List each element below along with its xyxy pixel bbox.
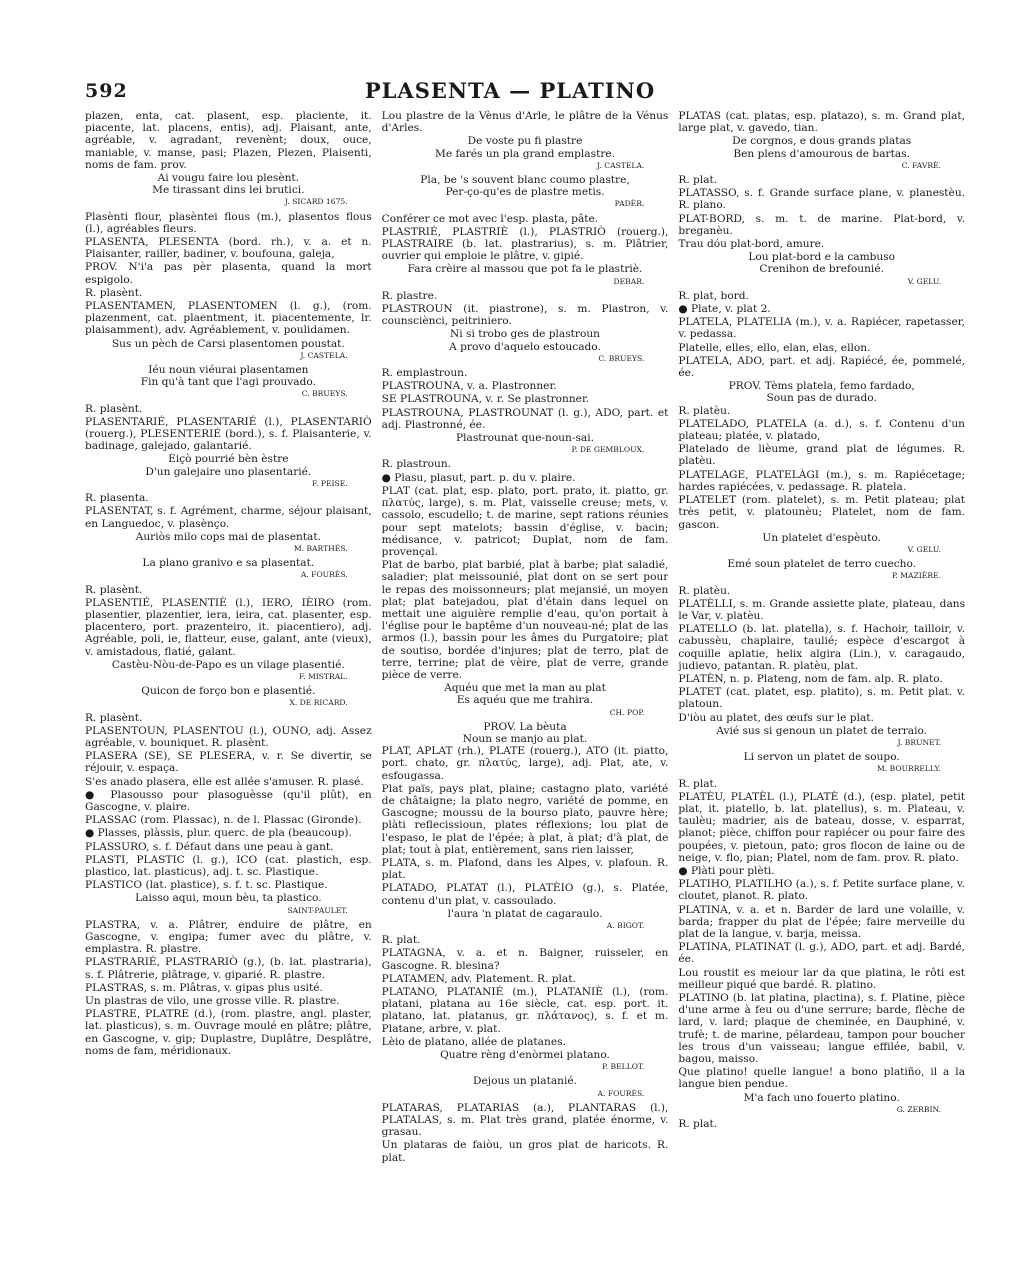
entry-paragraph: Trau dóu plat-bord, amure.: [678, 238, 825, 251]
entry-paragraph: PLATELET (rom. platelet), s. m. Petit plateau; plat très petit, v. platounèu; Platelet, nom de fam. gascon.: [678, 494, 966, 531]
quotation-source: A. FOURÈS.: [300, 570, 348, 580]
quotation-line: Quicon de forço bon e plasentié.: [141, 685, 316, 698]
quotation-source: P. DE GEMBLOUX.: [571, 445, 645, 455]
quotation-line: La plano granivo e sa plasentat.: [142, 557, 315, 570]
quotation-source: X. DE RICARD.: [289, 698, 348, 708]
entry-paragraph: R. plat.: [381, 934, 421, 947]
entry-paragraph: PLATAGNA, v. a. et n. Baigner, ruisseler, en Gascogne. R. blesina?: [381, 947, 669, 972]
quotation-line: De voste pu fi plastre: [467, 135, 583, 148]
entry-paragraph: PLASTROUNA, PLASTROUNAT (l. g.), ADO, part. et adj. Plastronné, ée.: [381, 406, 669, 431]
column-left: [85, 110, 372, 1190]
quotation-line: A provo d'aquelo estoucado.: [449, 340, 601, 353]
column-middle: [382, 110, 669, 1190]
quotation-line: Crenihon de brefounié.: [759, 263, 884, 276]
entry-paragraph: PLASTRAS, s. m. Plâtras, v. gipas plus usité.: [85, 981, 323, 994]
quotation-source: M. BOURRELLY.: [877, 764, 942, 774]
quotation-line: Emé soun platelet de terro cuecho.: [727, 558, 917, 571]
page-number: 592: [85, 80, 128, 102]
quotation-source: V. GELU.: [907, 276, 942, 286]
quotation-source: SAINT-PAULET.: [287, 905, 348, 915]
entry-paragraph: R. plastre.: [381, 289, 438, 302]
entry-paragraph: PLATAMEN, adv. Platement. R. plat.: [381, 972, 576, 985]
quotation-line: Avié sus si genoun un platet de terraio.: [716, 724, 928, 737]
quotation-line: Soun pas de durado.: [766, 392, 877, 405]
quotation-line: Me farés un pla grand emplastre.: [434, 147, 616, 160]
entry-paragraph: PLATANO, PLATANIÉ (m.), PLATANIÈ (l.), (rom. platani, platana au 16e siècle, cat. esp. port. it. platano, lat. platanus, gr. πλάτανος), s. f. et m. Platane, arbre, v. plat.: [381, 986, 669, 1035]
quotation-line: Auriòs milo cops mai de plasentat.: [135, 530, 321, 543]
quotation-line: Quatre rèng d'enòrmei platano.: [440, 1049, 610, 1062]
quotation-line: Fara crèire al massou que pot fa le plastriè.: [407, 263, 643, 276]
entry-paragraph: Lou plastre de la Vènus d'Arle, le plâtre de la Vénus d'Arles.: [381, 110, 669, 135]
quotation-line: Dejous un platanié.: [473, 1075, 577, 1088]
entry-paragraph: PLATINO (b. lat platina, plactina), s. f. Platine, pièce d'une arme à feu ou d'une serrure; barde, flèche de lard, v. lard; plaque de cheminée, en Dauphiné, v. trufè; t. de marine, pélardeau, tampon pour boucher les trous d'un vaisseau; langue effilée, babil, v. bagou, maisso.: [678, 992, 966, 1066]
entry-paragraph: R. plat.: [678, 174, 718, 187]
entry-paragraph: R. platèu.: [678, 404, 731, 417]
quotation-line: Sus un pèch de Carsi plasentomen poustat.: [111, 337, 345, 350]
entry-paragraph: PLATELAGE, PLATELÀGI (m.), s. m. Rapiécetage; hardes rapiécées, v. pedassage. R. platela.: [678, 468, 966, 493]
entry-paragraph: PLATELA, ADO, part. et adj. Rapiécé, ée, pommelé, ée.: [678, 354, 966, 380]
entry-paragraph: S'es anado plasera, elle est allée s'amuser. R. plasé.: [85, 775, 364, 788]
entry-paragraph: PLASTI, PLASTIC (l. g.), ICO (cat. plastich, esp. plastico, lat. plasticus), adj. t. sc. Plastique.: [85, 853, 372, 878]
quotation-source: M. BARTHÉS.: [293, 543, 348, 553]
entry-paragraph: PLATASSO, s. f. Grande surface plane, v. planestèu. R. plano.: [678, 187, 966, 212]
column-right: [678, 110, 965, 1190]
quotation-line: Fin qu'à tant que l'agi prouvado.: [140, 376, 316, 389]
entry-paragraph: PLAT-BORD, s. m. t. de marine. Plat-bord, v. breganèu.: [678, 212, 966, 237]
entry-paragraph: PLATÈLLI, s. m. Grande assiette plate, plateau, dans le Var, v. platèu.: [678, 597, 966, 622]
entry-paragraph: Lèio de platano, allée de platanes.: [381, 1035, 566, 1048]
entry-paragraph: PLASTRARIÉ, PLASTRARIÒ (g.), (b. lat. plastraria), s. f. Plâtrerie, plâtrage, v. giparié. R. plastre.: [85, 956, 372, 981]
quotation-line: Plastrounat que-noun-sai.: [456, 432, 594, 445]
quotation-line: Per-ço-qu'es de plastre metis.: [445, 186, 605, 199]
entry-paragraph: ● Plasousso pour plasoguèsse (qu'il plût), en Gascogne, v. plaire.: [85, 788, 372, 813]
quotation-source: P. BELLOT.: [602, 1062, 645, 1072]
entry-paragraph: PLASERA (SE), SE PLESERA, v. r. Se divertir, se réjouir, v. espaça.: [85, 750, 372, 775]
entry-paragraph: R. emplastroun.: [381, 367, 468, 380]
entry-paragraph: R. plasènt.: [85, 402, 143, 415]
entry-paragraph: PLASTICO (lat. plastice), s. f. t. sc. Plastique.: [85, 879, 328, 892]
quotation-source: J. CASTELA.: [300, 350, 348, 360]
entry-paragraph: Conférer ce mot avec l'esp. plasta, pâte.: [381, 212, 599, 225]
entry-paragraph: PLASENTARIÉ, PLASENTARIÉ (l.), PLASENTARIÒ (rouerg.), PLESENTERIÉ (bord.), s. f. Plaisanterie, v. badinage, galejado, galantarié.: [85, 415, 372, 453]
quotation-source: C. BRUEYS.: [598, 353, 645, 363]
quotation-source: F. PEISE.: [311, 478, 348, 488]
entry-paragraph: Un plastras de vilo, une grosse ville. R. plastre.: [85, 995, 340, 1008]
entry-paragraph: ● Plasu, plasut, part. p. du v. plaire.: [381, 471, 576, 484]
entry-paragraph: R. plasènt.: [85, 286, 143, 299]
quotation-line: Lou plat-bord e la cambuso: [748, 251, 896, 264]
entry-paragraph: PLATÈN, n. p. Plateng, nom de fam. alp. R. plato.: [678, 672, 943, 685]
entry-paragraph: Platelle, elles, ello, elan, elas, ellon.: [678, 341, 871, 354]
quotation-source: PADÈR.: [614, 199, 645, 209]
quotation-line: Li servon un platet de soupo.: [743, 751, 900, 764]
quotation-line: Pla, be 's souvent blanc coumo plastre,: [420, 174, 630, 187]
entry-paragraph: PLATELA, PLATELIA (m.), v. a. Rapiécer, rapetasser, v. pedassa.: [678, 316, 966, 341]
entry-paragraph: R. plasènt.: [85, 711, 143, 724]
entry-paragraph: Plat de barbo, plat barbié, plat à barbe; plat saladié, saladier; plat meissounié, plat dont on se sert pour le repas des moissonneurs; plat mejansié, un moyen plat; plat batejadou, plat d'étain dans lequel on mettait une aiguière remplie d'eau, qu'on portait à l'église pour le baptême d'un nouveau-né; plat de las armos (l.), bassin pour les âmes du Purgatoire; plat de soutiso, bordée d'injures; plat de terro, plat de terre, terrine; plat de vèire, plat de verre, grande pièce de verre.: [381, 559, 669, 681]
quotation-line: Es aquéu que me trahira.: [456, 694, 594, 707]
entry-paragraph: PLATET (cat. platet, esp. platito), s. m. Petit plat. v. platoun.: [678, 686, 966, 711]
entry-paragraph: PLATINA, v. a. et n. Barder de lard une volaille, v. barda; frapper du plat de l'épée; faire merveille du plat de la langue, v. barja, meissa.: [678, 903, 966, 940]
quotation-source: J. SICARD 1675.: [284, 197, 348, 207]
quotation-source: C. FAVRÈ.: [901, 160, 942, 170]
quotation-source: F. MISTRAL.: [299, 671, 348, 681]
entry-paragraph: Platelado de lièume, grand plat de légumes. R. platèu.: [678, 443, 966, 468]
quotation-source: A. BIGOT.: [606, 921, 645, 930]
entry-paragraph: R. plat, bord.: [678, 289, 749, 302]
entry-paragraph: PLATINA, PLATINAT (l. g.), ADO, part. et adj. Bardé, ée.: [678, 941, 966, 966]
text-columns: [85, 110, 965, 1190]
quotation-source: A. FOURÈS.: [597, 1088, 645, 1098]
quotation-source: P. MAZIÈRE.: [891, 571, 942, 581]
quotation-line: Noun se manjo au plat.: [462, 732, 588, 745]
entry-paragraph: R. plat.: [678, 1118, 718, 1131]
quotation-source: G. ZERBIN.: [896, 1104, 942, 1114]
quotation-line: Ai vougu faire lou plesènt.: [157, 172, 300, 185]
entry-paragraph: R. plat.: [678, 777, 718, 790]
quotation-line: Me tirassant dins lei brutici.: [152, 184, 305, 197]
entry-paragraph: R. platèu.: [678, 584, 731, 597]
quotation-line: Un platelet d'espèuto.: [762, 531, 881, 544]
entry-paragraph: PLASSURO, s. f. Défaut dans une peau à gant.: [85, 840, 334, 853]
quotation-source: V. GELU.: [907, 544, 942, 554]
quotation-source: J. BRUNET.: [897, 737, 942, 747]
entry-paragraph: SE PLASTROUNA, v. r. Se plastronner.: [381, 393, 590, 406]
entry-paragraph: D'iòu au platet, des œufs sur le plat.: [678, 711, 874, 724]
entry-paragraph: R. plasenta.: [85, 492, 149, 505]
quotation-line: Eiçò pourrié bèn èstre: [168, 453, 289, 466]
entry-paragraph: PLASTRA, v. a. Plâtrer, enduire de plâtre, en Gascogne, v. engipa; fumer avec du plâtre, v. emplastra. R. plastre.: [85, 918, 372, 956]
entry-paragraph: PLATÈU, PLATÈL (l.), PLATÈ (d.), (esp. platel, petit plat, it. piatello, b. lat. platellus), s. m. Plateau, v. taulèu; madrier, ais de bateau, dosse, v. esparrat, planot; pièce, chiffon pour rapiécer ou pour faire des poupées, v. pietoun, pato; gros flocon de laine ou de neige, v. flo, pian; Platel, nom de fam. prov. R. plato.: [678, 790, 966, 864]
entry-paragraph: Plasènti flour, plasèntei flous (m.), plasentos flous (l.), agréables fleurs.: [85, 210, 372, 235]
quotation-line: Ben plens d'amourous de bartas.: [733, 147, 910, 160]
entry-paragraph: PLAT, APLAT (rh.), PLATE (rouerg.), ATO (it. piatto, port. chato, gr. πλατύς, large), adj. Plat, ate, v. esfougassa.: [381, 745, 669, 782]
entry-paragraph: PLASENTAMEN, PLASENTOMEN (l. g.), (rom. plazenment, cat. plaentment, it. piacentemente, lr. plaisamment), adv. Agréablement, v. poulidamen.: [85, 300, 372, 337]
entry-paragraph: ● Plàti pour plèti.: [678, 864, 775, 877]
quotation-source: C. BRUEYS.: [301, 389, 348, 399]
entry-paragraph: PLATELADO, PLATELA (a. d.), s. f. Contenu d'un plateau; platée, v. platado,: [678, 417, 966, 443]
entry-paragraph: PLATA, s. m. Plafond, dans les Alpes, v. plafoun. R. plat.: [381, 856, 669, 882]
entry-paragraph: PLASTRIÉ, PLASTRIÈ (l.), PLASTRIÒ (rouerg.), PLASTRAIRE (b. lat. plastrarius), s. m. Plâtrier, ouvrier qui emploie le plâtre, v. gipié.: [381, 225, 669, 263]
quotation-line: M'a fach uno fouerto platino.: [743, 1091, 900, 1104]
entry-paragraph: PLATAS (cat. platas, esp. platazo), s. m. Grand plat, large plat, v. gavedo, tian.: [678, 110, 966, 135]
entry-paragraph: PLASENTOUN, PLASENTOU (l.), OUNO, adj. Assez agréable, v. bouniquet. R. plasènt.: [85, 724, 372, 749]
entry-paragraph: ● Plasses, plàssis, plur. querc. de pla (beaucoup).: [85, 827, 352, 840]
entry-paragraph: PLASSAC (rom. Plassac), n. de l. Plassac (Gironde).: [85, 814, 362, 827]
entry-paragraph: R. plastroun.: [381, 458, 452, 471]
entry-paragraph: Que platino! quelle langue! a bono platiño, il a la langue bien pendue.: [678, 1066, 966, 1091]
entry-paragraph: Plat païs, pays plat, plaine; castagno plato, variété de châtaigne; la plato negro, variété de pomme, en Gascogne; moussu de la bourso plato, pauvre hère; plàti reflecissioun, plates réflexions; lou plat de l'espaso, le plat de l'épée; à plat, à plat; d'à plat, de plat; tout à plat, entièrement, sans rien laisser,: [381, 782, 669, 856]
quotation-line: PROV. Tèms platela, femo fardado,: [728, 380, 915, 393]
entry-paragraph: PLAT (cat. plat, esp. plato, port. prato, it. piatto, gr. πλατύς, large), s. m. Plat, vaisselle creuse; mets, v. cassolo, escudello; t. de marine, sept rations réunies pour sept matelots; bassin d'église, v. bacin; médisance, v. patricot; Duplat, nom de fam. provençal.: [381, 484, 669, 558]
entry-paragraph: Lou roustit es meiour lar da que platina, le rôti est meilleur piqué que bardé. R. platino.: [678, 966, 966, 991]
quotation-line: Laisso aqui, moun bèu, ta plastico.: [135, 892, 322, 905]
entry-paragraph: plazen, enta, cat. plasent, esp. placiente, it. piacente, lat. placens, entis), adj. Plaisant, ante, agréable, v. agradant, revenènt; doux, ouce, maniable, v. manse, pasi; Plazen, Plezen, Plaisenti, noms de fam. prov.: [85, 110, 372, 171]
quotation-line: l'aura 'n platat de cagaraulo.: [447, 907, 603, 920]
entry-paragraph: PLASTRE, PLATRE (d.), (rom. plastre, angl. plaster, lat. plasticus), s. m. Ouvrage moulé en plâtre; plâtre, en Gascogne, v. gip; Duplastre, Duplâtre, Desplâtre, noms de fam, méridionaux.: [85, 1008, 372, 1057]
quotation-line: Ni si trobo ges de plastroun: [450, 328, 600, 341]
entry-paragraph: ● Plate, v. plat 2.: [678, 303, 771, 316]
entry-paragraph: PROV. N'i'a pas pèr plasenta, quand la mort espigolo.: [85, 261, 372, 286]
entry-paragraph: Un plataras de faiòu, un gros plat de haricots. R. plat.: [381, 1139, 669, 1164]
quotation-source: J. CASTELA.: [597, 160, 645, 170]
entry-paragraph: R. plasènt.: [85, 583, 143, 596]
quotation-line: Castèu-Nòu-de-Papo es un vilage plasentié.: [111, 658, 345, 671]
quotation-line: D'un galejaire uno plasentarié.: [145, 465, 312, 478]
quotation-line: Iéu noun viéurai plasentamen: [148, 364, 309, 377]
quotation-line: De corgnos, e dous grands platas: [732, 135, 912, 148]
entry-paragraph: PLATARAS, PLATARIAS (a.), PLANTARAS (l.), PLATALAS, s. m. Plat très grand, platée énorme, v. grasau.: [381, 1101, 669, 1139]
quotation-source: CH. POP.: [609, 707, 645, 717]
quotation-source: DEBAR.: [613, 276, 645, 286]
entry-paragraph: PLASTROUN (it. piastrone), s. m. Plastron, v. counsciènci, peitriniero.: [381, 303, 669, 328]
entry-paragraph: PLATELLO (b. lat. platella), s. f. Hachoir, tailloir, v. cabussèu, chaplaire, taulié; espèce d'escargot à coquille aplatie, helix algira (Lin.), v. caragaudo, judievo, patantan. R. platèu, plat.: [678, 623, 966, 672]
entry-paragraph: PLATADO, PLATAT (l.), PLATÈIO (g.), s. Platée, contenu d'un plat, v. cassoulado.: [381, 882, 669, 907]
running-head: PLASENTA — PLATINO: [364, 78, 656, 103]
quotation-line: PROV. La bèuta: [483, 720, 567, 733]
entry-paragraph: PLASENTIÉ, PLASENTIÈ (l.), IERO, IÈIRO (rom. plasentier, plazentier, iera, ieira, cat. plasenter, esp. placentero, port. prazenteiro, it. piacentiero), adj. Agréable, poli, ie, flatteur, euse, galant, ante (vieux), v. amistadous, flatié, galant.: [85, 596, 372, 658]
quotation-line: Aquéu que met la man au plat: [444, 682, 606, 695]
entry-paragraph: PLASTROUNA, v. a. Plastronner.: [381, 380, 557, 393]
entry-paragraph: PLASENTA, PLESENTA (bord. rh.), v. a. et n. Plaisanter, railler, badiner, v. boufouna, galeja,: [85, 236, 372, 261]
entry-paragraph: PLATIHO, PLATILHO (a.), s. f. Petite surface plane, v. cloutet, planot. R. plato.: [678, 878, 966, 903]
entry-paragraph: PLASENTAT, s. f. Agrément, charme, séjour plaisant, en Languedoc, v. plasènço.: [85, 505, 372, 530]
